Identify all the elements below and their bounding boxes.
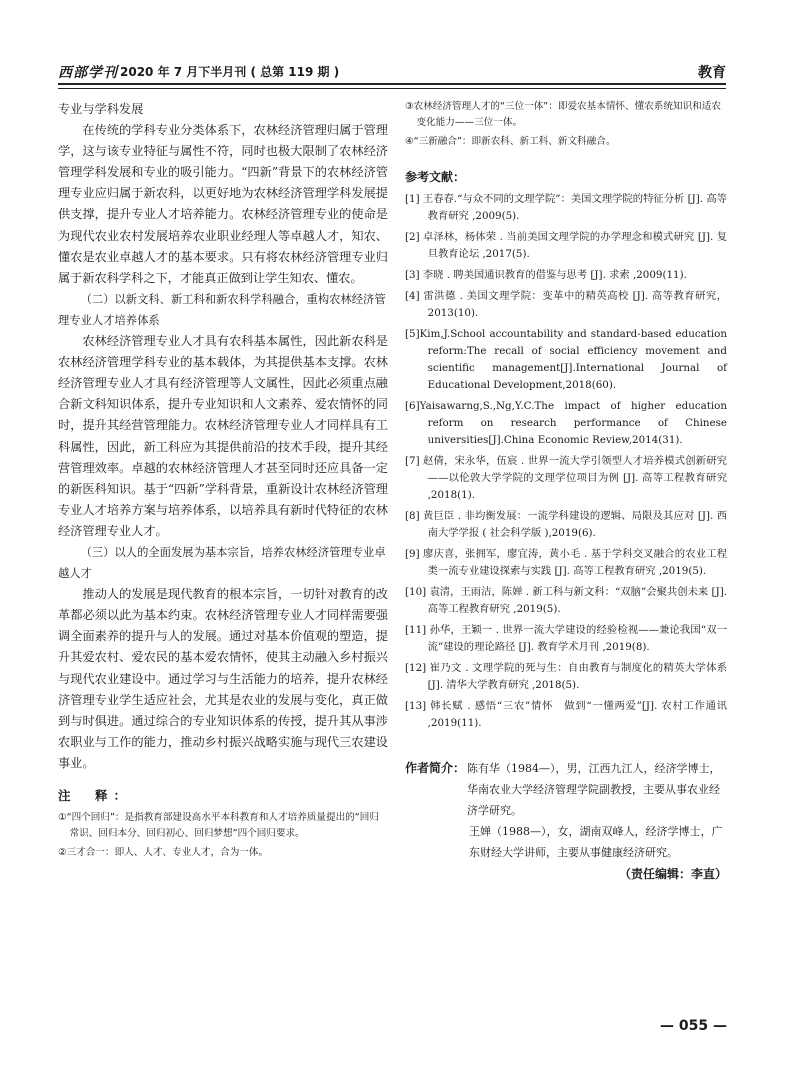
- reference-item: [12] 崔乃文 . 文理学院的死与生：自由教育与制度化的精英大学体系 [J]. 清华大学教育研究 ,2018(5).: [405, 662, 727, 691]
- reference-item: [10] 袁清，王雨洁，陈婵 . 新工科与新文科：“双脑”会聚共创未来 [J]. 高等工程教育研究 ,2019(5).: [405, 586, 727, 615]
- continuation-text: 专业与学科发展: [58, 102, 144, 116]
- responsible-editor: （责任编辑：李直）: [618, 867, 727, 881]
- reference-item: [1] 王春春.“与众不同的文理学院”：美国文理学院的特征分析 [J]. 高等教育研究 ,2009(5).: [405, 193, 727, 222]
- author-info: [405, 758, 727, 863]
- page-header: [58, 62, 726, 82]
- reference-item: [5]Kim,J.School accountability and standard-based education reform:The recall of social efficiency movement and scientific management[J].International Journal of Educational Development,2018(60).: [405, 328, 727, 391]
- author-label: 作者简介：: [405, 761, 466, 775]
- reference-item: [3] 李晓 . 聘美国通识教育的借鉴与思考 [J]. 求索 ,2009(11).: [405, 269, 687, 281]
- note-1: ①“四个回归”：是指教育部建设高水平本科教育和人才培养质量提出的“回归常识、回归本分、回归初心、回归梦想”四个回归要求。: [58, 812, 379, 839]
- subheading-2: （二）以新文科、新工科和新农科学科融合，重构农林经济管理专业人才培养体系: [58, 292, 386, 327]
- reference-item: [2] 卓泽林，杨体荣 . 当前美国文理学院的办学理念和模式研究 [J]. 复旦教育论坛 ,2017(5).: [405, 231, 727, 260]
- author-bio-2: 王婵（1988—），女，湖南双峰人，经济学博士，广东财经大学讲师，主要从事健康经济研究。: [469, 825, 723, 859]
- section-name: 教育: [698, 65, 726, 81]
- reference-item: [7] 赵倩，宋永华，伍宸 . 世界一流大学引领型人才培养模式创新研究——以伦敦大学学院的文理学位项目为例 [J]. 高等工程教育研究 ,2018(1).: [405, 455, 727, 501]
- reference-item: [6]Yaisawarng,S.,Ng,Y.C.The impact of higher education reform on research performance of Chinese universities[J].China Economic Review,2014(31).: [405, 400, 727, 446]
- header-rule-thin: [58, 88, 726, 89]
- subheading-3: （三）以人的全面发展为基本宗旨，培养农林经济管理专业卓越人才: [58, 545, 386, 581]
- right-column: [405, 99, 727, 882]
- paragraph-3: 推动人的发展是现代教育的根本宗旨，一切针对教育的改革都必须以此为基本约束。农林经济管理专业人才同样需要强调全面素养的提升与人的发展。通过对基本价值观的塑造，提升其爱农村、爱农民的基本爱农情怀，使其主动融入乡村振兴与现代农业建设中。通过学习与生活能力的培养，提升农林经济管理专业学生适应社会，尤其是农业的发展与变化，真正做到与时俱进。通过综合的专业知识体系的传授，提升其从事涉农职业与工作的能力，推动乡村振兴战略实施与现代三农建设事业。: [58, 587, 388, 770]
- note-2: ②三才合一：即人、人才、专业人才，合为一体。: [58, 847, 269, 858]
- paragraph-2: 农林经济管理专业人才具有农科基本属性，因此新农科是农林经济管理学科专业的基本载体，为其提供基本支撑。农林经济管理专业人才具有经济管理等人文属性，因此必须重点融合新文科知识体系，提升专业知识和人文素养、爱农情怀的同时，提升其经营管理能力。农林经济管理专业人才同样具有工科属性，因此，新工科应为其提供前沿的技术手段，提升其经营管理效率。卓越的农林经济管理人才甚至同时还应具备一定的新医科知识。基于“四新”学科背景，重新设计农林经济管理专业人才培养方案与培养体系，以培养具有新时代特征的农林经济管理专业人才。: [58, 334, 388, 538]
- paragraph-1: 在传统的学科专业分类体系下，农林经济管理归属于管理学，这与该专业特征与属性不符，同时也极大限制了农林经济管理学科发展和专业的吸引能力。“四新”背景下的农林经济管理专业应归属于新农科，以更好地为农林经济管理学科发展提供支撑，提升专业人才培养能力。农林经济管理专业的使命是为现代农业农村发展培养农业职业经理人等卓越人才，知农、懂农是农业卓越人才的基本要求。只有将农林经济管理专业归属于新农科学科之下，才能真正做到让学生知农、懂农。: [58, 123, 388, 285]
- reference-item: [4] 雷洪德 . 美国文理学院：变革中的精英高校 [J]. 高等教育研究，2013(10).: [405, 290, 727, 319]
- author-bio-1: 陈有华（1984—），男，江西九江人，经济学博士，华南农业大学经济管理学院副教授，主要从事农业经济学研究。: [467, 762, 721, 817]
- reference-item: [8] 黄巨臣 . 非均衡发展：一流学科建设的逻辑、局限及其应对 [J]. 西南大学学报 ( 社会科学版 ),2019(6).: [405, 510, 727, 539]
- reference-item: [9] 廖庆喜，张拥军，廖宜涛，黄小毛 . 基于学科交叉融合的农业工程类一流专业建设探索与实践 [J]. 高等工程教育研究 ,2019(5).: [405, 548, 727, 577]
- reference-item: [11] 孙华，王颖一 . 世界一流大学建设的经验检视——兼论我国“双一流”建设的理论路径 [J]. 教育学术月刊 ,2019(8).: [405, 624, 727, 653]
- note-3: ③农林经济管理人才的“三位一体”：即爱农基本情怀、懂农系统知识和适农变化能力——三位一体。: [405, 101, 721, 128]
- header-rule: [58, 83, 726, 85]
- references-title: 参考文献：: [405, 170, 466, 184]
- journal-logo: 西部学刊: [58, 65, 118, 81]
- left-column: [58, 99, 388, 864]
- journal-issue: 2020 年 7 月下半月刊 ( 总第 119 期 ): [120, 65, 340, 79]
- references-list: [405, 191, 727, 732]
- note-4: ④“三新融合”：即新农科、新工科、新文科融合。: [405, 136, 616, 147]
- page-number: — 055 —: [660, 1018, 727, 1034]
- reference-item: [13] 韩长赋 . 感悟“三农”情怀 做到“一懂两爱”[J]. 农村工作通讯 ,2019(11).: [405, 700, 727, 729]
- notes-title: 注 释：: [58, 788, 133, 803]
